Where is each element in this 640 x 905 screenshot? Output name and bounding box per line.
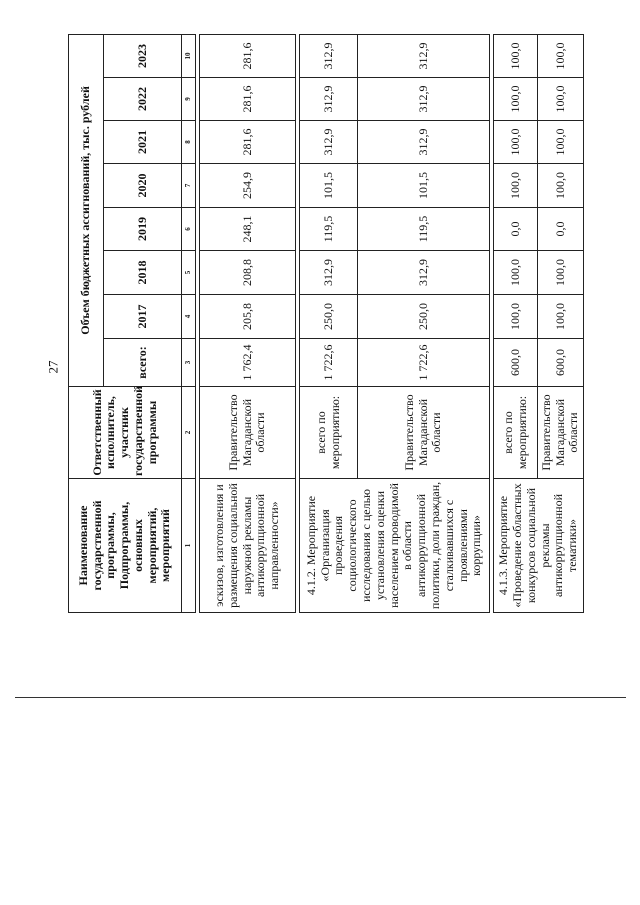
header-year-2021: 2021 xyxy=(104,121,182,164)
row-value: 100,0 xyxy=(538,34,584,77)
row-executor: Правительство Магаданской области xyxy=(538,387,584,479)
row-value: 248,1 xyxy=(200,208,296,251)
header-year-2023: 2023 xyxy=(104,34,182,77)
row-value: 100,0 xyxy=(494,78,538,121)
row-value: 100,0 xyxy=(494,164,538,208)
col-number: 6 xyxy=(182,208,196,251)
header-funding-title: Объем бюджетных ассигнований, тыс. рублей xyxy=(69,34,104,386)
row-value: 250,0 xyxy=(358,295,490,339)
row-total: 1 722,6 xyxy=(300,339,358,387)
row-value: 254,9 xyxy=(200,164,296,208)
col-number: 1 xyxy=(182,479,196,613)
row-value: 100,0 xyxy=(538,121,584,164)
col-number: 10 xyxy=(182,34,196,77)
row-value: 312,9 xyxy=(358,121,490,164)
row-executor: всего по мероприятию: xyxy=(300,387,358,479)
row-total: 600,0 xyxy=(494,339,538,387)
col-number: 7 xyxy=(182,164,196,208)
col-number: 3 xyxy=(182,339,196,387)
header-year-2017: 2017 xyxy=(104,295,182,339)
row-value: 312,9 xyxy=(300,121,358,164)
row-value: 119,5 xyxy=(358,208,490,251)
row-value: 100,0 xyxy=(538,251,584,295)
row-name: 4.1.2. Мероприятие «Организация проведения социологического исследования с целью установления оценки населением проводимой в области антикоррупционной политики, доли граждан, сталкивавшихся с проявлениями коррупции» xyxy=(300,479,490,613)
header-year-2019: 2019 xyxy=(104,208,182,251)
row-value: 312,9 xyxy=(358,78,490,121)
row-value: 119,5 xyxy=(300,208,358,251)
row-value: 312,9 xyxy=(358,251,490,295)
row-value: 101,5 xyxy=(358,164,490,208)
row-value: 281,6 xyxy=(200,121,296,164)
row-value: 312,9 xyxy=(358,34,490,77)
table-row xyxy=(200,34,296,612)
row-value: 0,0 xyxy=(494,208,538,251)
row-value: 100,0 xyxy=(538,295,584,339)
page-number: 27 xyxy=(45,360,60,374)
row-value: 312,9 xyxy=(300,78,358,121)
row-value: 100,0 xyxy=(494,251,538,295)
header-name: Наименование государственной программы, Подпрограммы, основных мероприятий, мероприятий xyxy=(69,479,182,613)
row-value: 208,8 xyxy=(200,251,296,295)
row-executor: всего по мероприятию: xyxy=(494,387,538,479)
row-total: 1 762,4 xyxy=(200,339,296,387)
row-value: 281,6 xyxy=(200,34,296,77)
row-value: 100,0 xyxy=(538,164,584,208)
horizontal-rule xyxy=(15,697,626,698)
row-value: 0,0 xyxy=(538,208,584,251)
col-number: 4 xyxy=(182,295,196,339)
header-year-2018: 2018 xyxy=(104,251,182,295)
budget-table xyxy=(68,34,584,613)
rotated-table-container xyxy=(68,35,581,613)
table-row xyxy=(300,34,358,612)
row-total: 600,0 xyxy=(538,339,584,387)
col-number: 5 xyxy=(182,251,196,295)
row-value: 100,0 xyxy=(494,295,538,339)
row-value: 312,9 xyxy=(300,251,358,295)
row-total: 1 722,6 xyxy=(358,339,490,387)
row-value: 100,0 xyxy=(494,34,538,77)
header-total: всего: xyxy=(104,339,182,387)
row-name: 4.1.3. Мероприятие «Проведение областных конкурсов социальной рекламы антикоррупционной тематики» xyxy=(494,479,584,613)
col-number: 8 xyxy=(182,121,196,164)
col-number: 9 xyxy=(182,78,196,121)
row-value: 312,9 xyxy=(300,34,358,77)
row-value: 100,0 xyxy=(538,78,584,121)
header-executor: Ответственный исполнитель, участник государственной программы xyxy=(69,387,182,479)
row-name: эскизов, изготовления и размещения социальной наружной рекламы антикоррупционной направленности» xyxy=(200,479,296,613)
row-value: 100,0 xyxy=(494,121,538,164)
header-year-2020: 2020 xyxy=(104,164,182,208)
header-year-2022: 2022 xyxy=(104,78,182,121)
table-row xyxy=(494,34,538,612)
row-value: 205,8 xyxy=(200,295,296,339)
row-value: 281,6 xyxy=(200,78,296,121)
row-value: 101,5 xyxy=(300,164,358,208)
row-executor: Правительство Магаданской области xyxy=(358,387,490,479)
col-number: 2 xyxy=(182,387,196,479)
row-executor: Правительство Магаданской области xyxy=(200,387,296,479)
row-value: 250,0 xyxy=(300,295,358,339)
